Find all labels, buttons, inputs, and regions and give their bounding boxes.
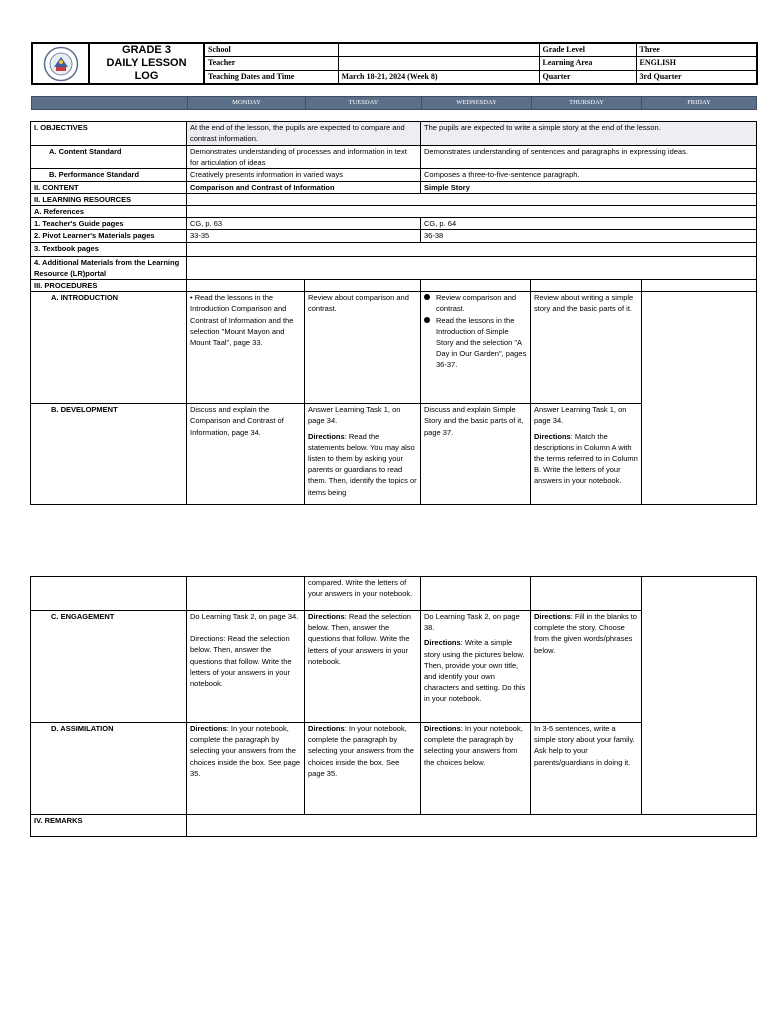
procedures-wed — [421, 280, 531, 292]
procedures-label: III. PROCEDURES — [31, 280, 187, 292]
content-standard-label: A. Content Standard — [31, 146, 187, 169]
directions-label: Directions — [534, 431, 571, 441]
introduction-fri — [642, 292, 757, 505]
deped-seal-icon — [43, 46, 79, 82]
content-mon-tue: Comparison and Contrast of Information — [187, 181, 421, 193]
day-thursday: THURSDAY — [532, 97, 642, 110]
grade-level-value[interactable]: Three — [636, 43, 757, 57]
lesson-grid-continued — [30, 576, 757, 837]
content-standard-wed-thu: Demonstrates understanding of sentences and paragraphs in expressing ideas. — [421, 146, 757, 169]
pivot-wed-thu: 36-38 — [421, 230, 757, 242]
development-thu-text-2: : Match the descriptions in Column A with the terms referred to in Column B. Write the letters of your answers in your notebook. — [534, 431, 638, 486]
procedures-fri — [642, 280, 757, 292]
continued-mon — [187, 577, 305, 611]
introduction-wed — [421, 292, 531, 404]
development-wed: Discuss and explain Simple Story and the basic parts of it, page 37. — [421, 404, 531, 505]
development-thu — [531, 404, 642, 505]
assimilation-tue — [305, 723, 421, 815]
directions-label: Directions — [534, 612, 571, 621]
quarter-value[interactable]: 3rd Quarter — [636, 70, 757, 84]
engagement-wed-directions — [424, 637, 527, 704]
development-label: B. DEVELOPMENT — [31, 404, 187, 505]
continued-fri — [642, 577, 757, 815]
engagement-thu — [531, 611, 642, 723]
performance-standard-mon-tue: Creatively presents information in varied ways — [187, 169, 421, 181]
content-standard-mon-tue: Demonstrates understanding of processes and information in text for articulation of ideas — [187, 146, 421, 169]
development-thu-text-1: Answer Learning Task 1, on page 34. — [534, 405, 627, 426]
textbook-label: 3. Textbook pages — [31, 242, 187, 256]
day-monday: MONDAY — [188, 97, 306, 110]
references-label: A. References — [31, 206, 187, 218]
development-tue — [305, 404, 421, 505]
engagement-thu-text: : Fill in the blanks to complete the story. Choose from the given words/phrases below. — [534, 612, 637, 655]
assimilation-wed — [421, 723, 531, 815]
continued-wed — [421, 577, 531, 611]
days-header — [31, 96, 757, 110]
day-wednesday: WEDNESDAY — [422, 97, 532, 110]
objectives-mon-tue: At the end of the lesson, the pupils are expected to compare and contrast information. — [187, 122, 421, 146]
assimilation-tue-text: : In your notebook, complete the paragraph by selecting your answers from the choices inside the box. See page 35. — [308, 724, 414, 778]
directions-label: Directions — [424, 724, 461, 733]
introduction-tue: Review about comparison and contrast. — [305, 292, 421, 404]
introduction-wed-item-2 — [424, 315, 527, 371]
day-friday: FRIDAY — [642, 97, 757, 110]
continued-label — [31, 577, 187, 611]
lesson-grid — [30, 121, 757, 505]
teacher-label: Teacher — [204, 57, 338, 70]
deped-logo — [32, 43, 89, 84]
engagement-wed — [421, 611, 531, 723]
pivot-mon-tue: 33-35 — [187, 230, 421, 242]
school-value[interactable] — [338, 43, 539, 57]
engagement-label: C. ENGAGEMENT — [31, 611, 187, 723]
pivot-label: 2. Pivot Learner's Materials pages — [31, 230, 187, 242]
introduction-label: A. INTRODUCTION — [31, 292, 187, 404]
assimilation-thu: In 3-5 sentences, write a simple story about your family. Ask help to your parents/guardians in doing it. — [531, 723, 642, 815]
engagement-tue — [305, 611, 421, 723]
directions-label: Directions — [190, 724, 227, 733]
content-label: II. CONTENT — [31, 181, 187, 193]
development-tue-text-2: : Read the statements below. You may also listen to them by asking your parents or guardians to read them. Then, identify the topics or items being — [308, 431, 417, 497]
day-tuesday: TUESDAY — [306, 97, 422, 110]
assimilation-label: D. ASSIMILATION — [31, 723, 187, 815]
teaching-dates-value[interactable]: March 18-21, 2024 (Week 8) — [338, 70, 539, 84]
engagement-mon-text-2: Directions: Read the selection below. Then, answer the questions that follow. Write the letters of your answers in your notebook. — [190, 634, 292, 689]
engagement-wed-text-1: Do Learning Task 2, on page 38. — [424, 612, 520, 633]
directions-label: Directions — [308, 612, 345, 621]
teachers-guide-mon-tue: CG, p. 63 — [187, 218, 421, 230]
development-tue-continued: compared. Write the letters of your answers in your notebook. — [305, 577, 421, 611]
quarter-label: Quarter — [539, 70, 636, 84]
learning-area-label: Learning Area — [539, 57, 636, 70]
objectives-label: I. OBJECTIVES — [31, 122, 187, 146]
development-tue-directions — [308, 431, 417, 498]
directions-label: Directions — [424, 638, 461, 648]
introduction-mon: • Read the lessons in the Introduction Comparison and Contrast of Information and the selection "Mount Mayon and Mount Taal", page 33. — [187, 292, 305, 404]
development-thu-directions — [534, 431, 638, 487]
engagement-mon — [187, 611, 305, 723]
title-line-2: DAILY LESSON — [106, 57, 187, 69]
introduction-wed-text-2: Read the lessons in the Introduction of Simple Story and the selection "A Day in Our Garden", pages 36-37. — [436, 315, 527, 370]
references-cell — [187, 206, 757, 218]
learning-area-value[interactable]: ENGLISH — [636, 57, 757, 70]
teaching-dates-label: Teaching Dates and Time — [204, 70, 338, 84]
development-mon: Discuss and explain the Comparison and Contrast of Information, page 34. — [187, 404, 305, 505]
performance-standard-label: B. Performance Standard — [31, 169, 187, 181]
engagement-wed-text-2: : Write a simple story using the pictures below. Then, provide your own title, and identify your own characters and setting. Do this in your notebook. — [424, 638, 526, 704]
teachers-guide-wed-thu: CG, p. 64 — [421, 218, 757, 230]
header-table — [31, 42, 758, 85]
introduction-wed-text-1: Review comparison and contrast. — [436, 293, 517, 314]
procedures-thu — [531, 280, 642, 292]
procedures-tue — [305, 280, 421, 292]
additional-materials-label: 4. Additional Materials from the Learning Resource (LR)portal — [31, 256, 187, 279]
directions-label: Directions — [308, 431, 345, 441]
bullet-icon — [424, 317, 430, 323]
remarks-label: IV. REMARKS — [31, 815, 187, 837]
introduction-thu: Review about writing a simple story and the basic parts of it. — [531, 292, 642, 404]
additional-materials-cell — [187, 256, 757, 279]
teachers-guide-label: 1. Teacher's Guide pages — [31, 218, 187, 230]
objectives-wed-thu: The pupils are expected to write a simple story at the end of the lesson. — [421, 122, 757, 146]
title-line-1: GRADE 3 — [122, 44, 171, 56]
engagement-tue-text: : Read the selection below. Then, answer the questions that follow. Write the letters of your answers in your notebook. — [308, 612, 411, 666]
procedures-mon — [187, 280, 305, 292]
learning-resources-cell — [187, 193, 757, 205]
assimilation-mon — [187, 723, 305, 815]
textbook-cell — [187, 242, 757, 256]
development-tue-text-1: Answer Learning Task 1, on page 34. — [308, 405, 401, 426]
continued-thu — [531, 577, 642, 611]
bullet-icon — [424, 294, 430, 300]
introduction-wed-item-1 — [424, 292, 527, 314]
grade-level-label: Grade Level — [539, 43, 636, 57]
days-header-blank — [32, 97, 188, 110]
performance-standard-wed-thu: Composes a three-to-five-sentence paragraph. — [421, 169, 757, 181]
remarks-cell[interactable] — [187, 815, 757, 837]
assimilation-wed-text: : In your notebook, complete the paragraph by selecting your answers from the choices below. — [424, 724, 523, 767]
school-label: School — [204, 43, 338, 57]
learning-resources-label: II. LEARNING RESOURCES — [31, 193, 187, 205]
document-title — [89, 43, 204, 84]
assimilation-mon-text: : In your notebook, complete the paragraph by selecting your answers from the choices inside the box. See page 35. — [190, 724, 301, 778]
title-line-3: LOG — [134, 70, 159, 82]
teacher-value[interactable] — [338, 57, 539, 70]
engagement-mon-text-1: Do Learning Task 2, on page 34. — [190, 612, 299, 621]
directions-label: Directions — [308, 724, 345, 733]
content-wed-thu: Simple Story — [421, 181, 757, 193]
